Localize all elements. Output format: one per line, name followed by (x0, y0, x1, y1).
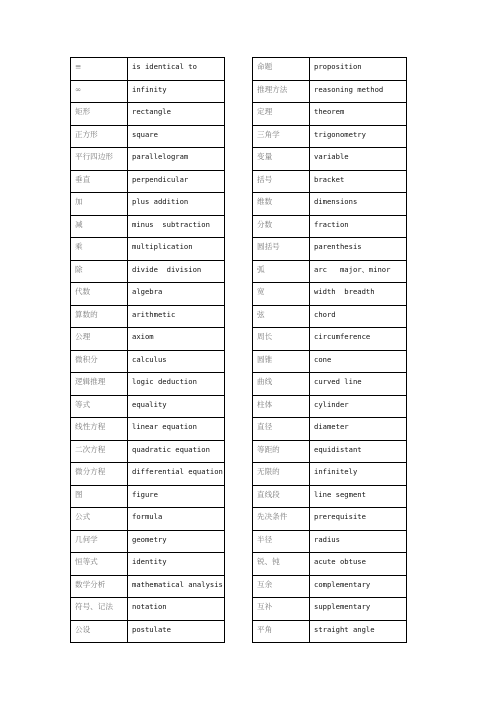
chinese-term-cell: 曲线 (253, 373, 310, 396)
glossary-table-right (252, 57, 407, 643)
table-row (253, 238, 407, 261)
english-term-cell: parenthesis (310, 238, 407, 261)
chinese-term-cell: 直线段 (253, 485, 310, 508)
table-row (71, 260, 225, 283)
chinese-term-cell: 直径 (253, 418, 310, 441)
english-term-cell: differential equation (128, 463, 225, 486)
glossary-table-right-body (253, 58, 407, 643)
chinese-term-cell: 平角 (253, 620, 310, 643)
chinese-term-cell: 正方形 (71, 125, 128, 148)
chinese-term-cell: 宽 (253, 283, 310, 306)
chinese-term-cell: 代数 (71, 283, 128, 306)
english-term-cell: divide division (128, 260, 225, 283)
table-row (253, 58, 407, 81)
chinese-term-cell: 图 (71, 485, 128, 508)
english-term-cell: reasoning method (310, 80, 407, 103)
chinese-term-cell: 平行四边形 (71, 148, 128, 171)
table-row (253, 80, 407, 103)
chinese-term-cell: 变量 (253, 148, 310, 171)
chinese-term-cell: 无限的 (253, 463, 310, 486)
table-row (253, 485, 407, 508)
chinese-term-cell: 柱体 (253, 395, 310, 418)
table-row (71, 485, 225, 508)
chinese-term-cell: 圆括号 (253, 238, 310, 261)
table-row (253, 193, 407, 216)
chinese-term-cell: 三角学 (253, 125, 310, 148)
english-term-cell: chord (310, 305, 407, 328)
table-row (71, 103, 225, 126)
english-term-cell: equidistant (310, 440, 407, 463)
glossary-table-left (70, 57, 225, 643)
english-term-cell: line segment (310, 485, 407, 508)
table-row (253, 260, 407, 283)
chinese-term-cell: 等距的 (253, 440, 310, 463)
table-row (253, 598, 407, 621)
chinese-term-cell: 微积分 (71, 350, 128, 373)
table-row (71, 193, 225, 216)
table-row (253, 530, 407, 553)
english-term-cell: variable (310, 148, 407, 171)
chinese-term-cell: 推理方法 (253, 80, 310, 103)
chinese-term-cell: 圆锥 (253, 350, 310, 373)
table-row (253, 440, 407, 463)
chinese-term-cell: 线性方程 (71, 418, 128, 441)
english-term-cell: circumference (310, 328, 407, 351)
chinese-term-cell: 公理 (71, 328, 128, 351)
english-term-cell: axiom (128, 328, 225, 351)
table-row (253, 575, 407, 598)
table-row (71, 620, 225, 643)
table-row (253, 148, 407, 171)
english-term-cell: infinity (128, 80, 225, 103)
table-row (253, 350, 407, 373)
chinese-term-cell: 互补 (253, 598, 310, 621)
table-row (71, 373, 225, 396)
table-row (71, 215, 225, 238)
english-term-cell: trigonometry (310, 125, 407, 148)
english-term-cell: straight angle (310, 620, 407, 643)
english-term-cell: linear equation (128, 418, 225, 441)
english-term-cell: postulate (128, 620, 225, 643)
english-term-cell: logic deduction (128, 373, 225, 396)
chinese-term-cell: 周长 (253, 328, 310, 351)
english-term-cell: multiplication (128, 238, 225, 261)
table-row (71, 508, 225, 531)
table-row (71, 530, 225, 553)
chinese-term-cell: 矩形 (71, 103, 128, 126)
chinese-term-cell: 维数 (253, 193, 310, 216)
table-row (71, 148, 225, 171)
english-term-cell: algebra (128, 283, 225, 306)
table-row (253, 103, 407, 126)
table-row (253, 463, 407, 486)
chinese-term-cell: 锐、钝 (253, 553, 310, 576)
table-row (253, 620, 407, 643)
table-row (71, 350, 225, 373)
chinese-term-cell: ∞ (71, 80, 128, 103)
english-term-cell: formula (128, 508, 225, 531)
english-term-cell: plus addition (128, 193, 225, 216)
table-row (253, 395, 407, 418)
english-term-cell: square (128, 125, 225, 148)
table-row (71, 58, 225, 81)
chinese-term-cell: 括号 (253, 170, 310, 193)
english-term-cell: supplementary (310, 598, 407, 621)
english-term-cell: figure (128, 485, 225, 508)
english-term-cell: geometry (128, 530, 225, 553)
english-term-cell: calculus (128, 350, 225, 373)
english-term-cell: acute obtuse (310, 553, 407, 576)
table-row (253, 508, 407, 531)
english-term-cell: diameter (310, 418, 407, 441)
table-row (71, 418, 225, 441)
table-row (71, 305, 225, 328)
table-row (253, 283, 407, 306)
table-row (71, 440, 225, 463)
chinese-term-cell: 逻辑推理 (71, 373, 128, 396)
table-row (71, 395, 225, 418)
english-term-cell: prerequisite (310, 508, 407, 531)
table-row (253, 328, 407, 351)
english-term-cell: minus subtraction (128, 215, 225, 238)
english-term-cell: perpendicular (128, 170, 225, 193)
table-row (253, 373, 407, 396)
chinese-term-cell: 数学分析 (71, 575, 128, 598)
english-term-cell: radius (310, 530, 407, 553)
english-term-cell: bracket (310, 170, 407, 193)
chinese-term-cell: 分数 (253, 215, 310, 238)
english-term-cell: notation (128, 598, 225, 621)
english-term-cell: identity (128, 553, 225, 576)
chinese-term-cell: ≡ (71, 58, 128, 81)
english-term-cell: theorem (310, 103, 407, 126)
table-row (253, 305, 407, 328)
chinese-term-cell: 微分方程 (71, 463, 128, 486)
english-term-cell: infinitely (310, 463, 407, 486)
table-row (253, 170, 407, 193)
english-term-cell: is identical to (128, 58, 225, 81)
english-term-cell: rectangle (128, 103, 225, 126)
english-term-cell: cylinder (310, 395, 407, 418)
english-term-cell: mathematical analysis (128, 575, 225, 598)
table-row (71, 463, 225, 486)
table-row (253, 125, 407, 148)
chinese-term-cell: 互余 (253, 575, 310, 598)
table-row (253, 215, 407, 238)
table-row (71, 80, 225, 103)
english-term-cell: arithmetic (128, 305, 225, 328)
table-row (71, 125, 225, 148)
chinese-term-cell: 弦 (253, 305, 310, 328)
english-term-cell: quadratic equation (128, 440, 225, 463)
chinese-term-cell: 几何学 (71, 530, 128, 553)
table-row (71, 328, 225, 351)
chinese-term-cell: 半径 (253, 530, 310, 553)
table-row (71, 283, 225, 306)
chinese-term-cell: 垂直 (71, 170, 128, 193)
chinese-term-cell: 定理 (253, 103, 310, 126)
english-term-cell: equality (128, 395, 225, 418)
chinese-term-cell: 弧 (253, 260, 310, 283)
chinese-term-cell: 符号、记法 (71, 598, 128, 621)
chinese-term-cell: 公式 (71, 508, 128, 531)
chinese-term-cell: 命题 (253, 58, 310, 81)
chinese-term-cell: 恒等式 (71, 553, 128, 576)
chinese-term-cell: 加 (71, 193, 128, 216)
chinese-term-cell: 等式 (71, 395, 128, 418)
english-term-cell: arc major、minor (310, 260, 407, 283)
glossary-table-left-body (71, 58, 225, 643)
chinese-term-cell: 公设 (71, 620, 128, 643)
table-row (253, 553, 407, 576)
chinese-term-cell: 乘 (71, 238, 128, 261)
chinese-term-cell: 算数的 (71, 305, 128, 328)
table-row (71, 575, 225, 598)
english-term-cell: dimensions (310, 193, 407, 216)
table-row (253, 418, 407, 441)
english-term-cell: proposition (310, 58, 407, 81)
table-row (71, 598, 225, 621)
english-term-cell: width breadth (310, 283, 407, 306)
chinese-term-cell: 除 (71, 260, 128, 283)
chinese-term-cell: 二次方程 (71, 440, 128, 463)
english-term-cell: curved line (310, 373, 407, 396)
english-term-cell: fraction (310, 215, 407, 238)
english-term-cell: parallelogram (128, 148, 225, 171)
table-row (71, 238, 225, 261)
english-term-cell: cone (310, 350, 407, 373)
table-row (71, 553, 225, 576)
english-term-cell: complementary (310, 575, 407, 598)
chinese-term-cell: 先决条件 (253, 508, 310, 531)
table-row (71, 170, 225, 193)
chinese-term-cell: 减 (71, 215, 128, 238)
